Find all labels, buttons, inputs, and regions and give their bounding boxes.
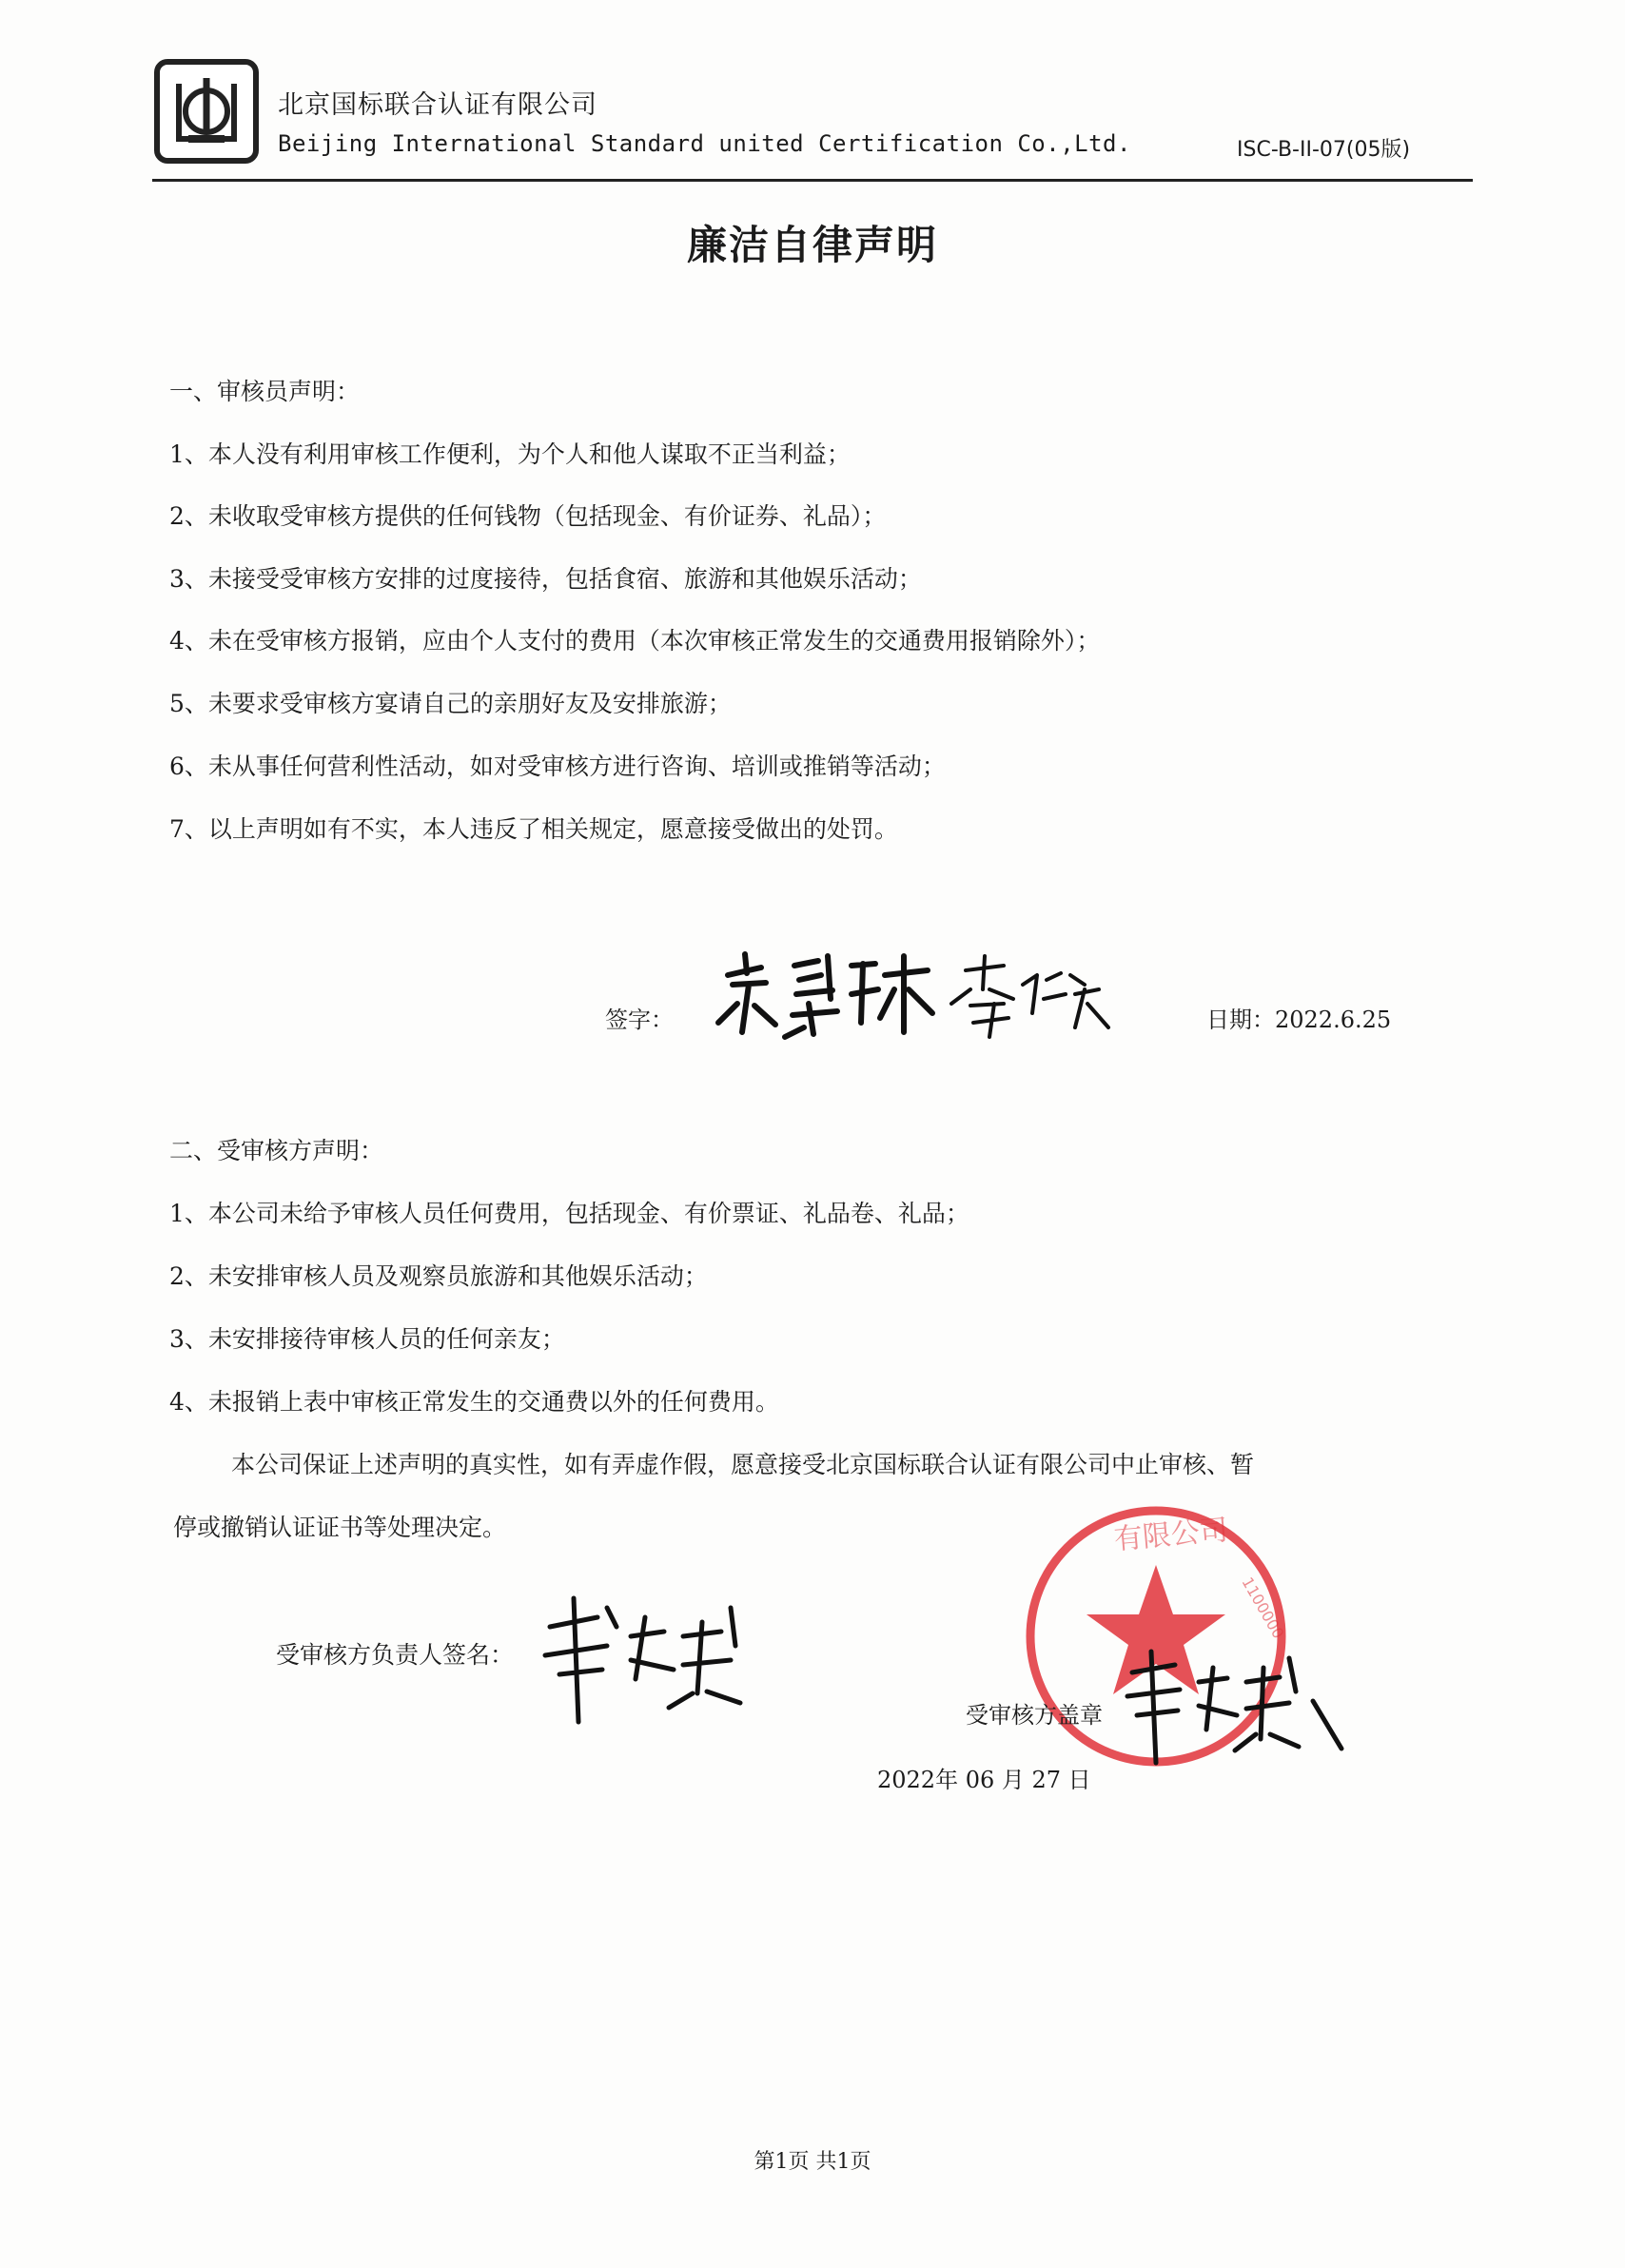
guarantee-text-1: 本公司保证上述声明的真实性，如有弄虚作假，愿意接受北京国标联合认证有限公司中止审核、暂: [231, 1451, 1255, 1478]
auditor-date: 日期：2022.6.25: [1206, 1007, 1392, 1033]
company-name-cn: 北京国标联合认证有限公司: [278, 90, 597, 120]
list-item: 1、本公司未给予审核人员任何费用，包括现金、有价票证、礼品卷、礼品；: [169, 1200, 969, 1227]
responsible-sign-label: 受审核方负责人签名：: [276, 1641, 515, 1669]
list-item: 4、未报销上表中审核正常发生的交通费以外的任何费用。: [169, 1388, 779, 1416]
section1-heading: 一、审核员声明：: [169, 378, 361, 405]
page-number: 第1页 共1页: [754, 2150, 871, 2174]
list-item: 2、未收取受审核方提供的任何钱物（包括现金、有价证券、礼品）；: [169, 502, 887, 530]
page-title: 廉洁自律声明: [686, 222, 938, 268]
guarantee-text-2: 停或撤销认证证书等处理决定。: [173, 1514, 507, 1541]
list-item: 2、未安排审核人员及观察员旅游和其他娱乐活动；: [169, 1262, 708, 1290]
svg-text:有限公司: 有限公司: [1112, 1514, 1230, 1557]
company-date: 2022年 06 月 27 日: [877, 1767, 1091, 1793]
list-item: 5、未要求受审核方宴请自己的亲朋好友及安排旅游；: [169, 690, 732, 717]
sign-label: 签字：: [605, 1007, 674, 1033]
auditor-signature: [709, 947, 1118, 1042]
list-item: 4、未在受审核方报销，应由个人支付的费用（本次审核正常发生的交通费用报销除外）；: [169, 627, 1101, 655]
list-item: 3、未接受受审核方安排的过度接待，包括食宿、旅游和其他娱乐活动；: [169, 565, 922, 593]
document-code: ISC-B-II-07(05版): [1237, 138, 1411, 162]
list-item: 3、未安排接待审核人员的任何亲友；: [169, 1325, 565, 1353]
list-item: 6、未从事任何营利性活动，如对受审核方进行咨询、培训或推销等活动；: [169, 753, 946, 780]
svg-text:1100000: 1100000: [1238, 1574, 1288, 1642]
seal-signature: [1123, 1644, 1361, 1768]
responsible-signature: [540, 1589, 769, 1741]
isc-logo-icon: [154, 59, 259, 164]
list-item: 1、本人没有利用审核工作便利，为个人和他人谋取不正当利益；: [169, 440, 851, 468]
header-divider: [152, 179, 1473, 182]
seal-label: 受审核方盖章: [966, 1702, 1103, 1729]
section2-heading: 二、受审核方声明：: [169, 1137, 384, 1164]
list-item: 7、以上声明如有不实，本人违反了相关规定，愿意接受做出的处罚。: [169, 815, 898, 843]
company-name-en: Beijing International Standard united Certification Co.,Ltd.: [278, 130, 1131, 157]
